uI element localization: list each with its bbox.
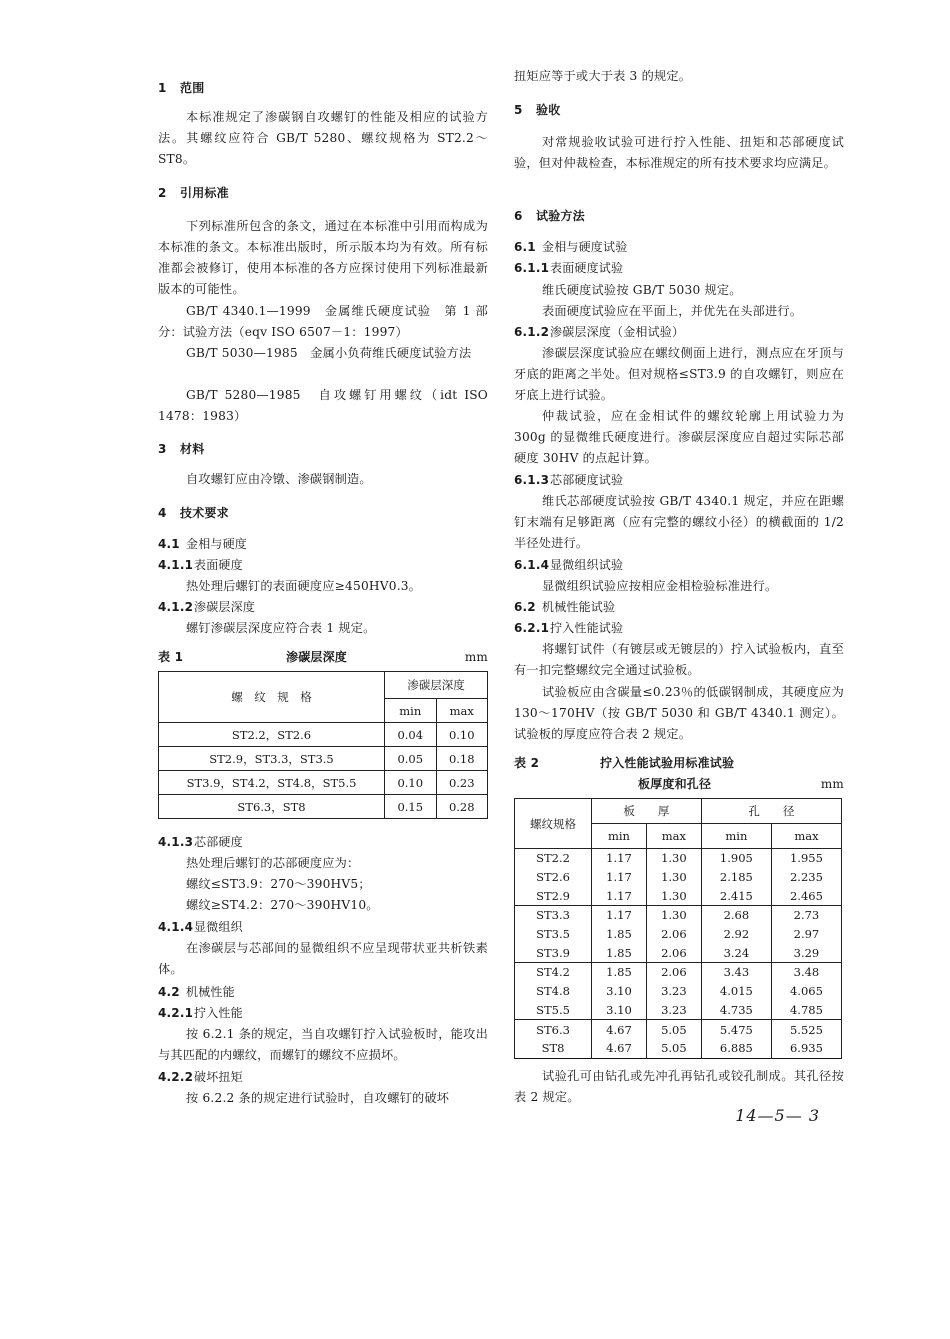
t2-header-spec: 螺纹规格 [515, 799, 592, 849]
table-1-caption [158, 647, 488, 668]
table-row [515, 868, 842, 887]
surface-hardness-paragraph: 热处理后螺钉的表面硬度应≥450HV0.3。 [186, 579, 422, 593]
table-row [515, 1001, 842, 1020]
table-cell: ST2.2 [515, 849, 592, 868]
table-cell: ST3.9，ST4.2，ST4.8，ST5.5 [159, 771, 385, 795]
heading-6-1-3: 6.1.3芯部硬度试验 [514, 473, 624, 487]
table-cell: 1.85 [592, 925, 647, 944]
table-cell: 3.10 [592, 1001, 647, 1020]
heading-6-1-1: 6.1.1表面硬度试验 [514, 261, 624, 275]
table-cell: ST3.5 [515, 925, 592, 944]
table-cell: 0.15 [385, 795, 437, 819]
t2-header-thick-max: max [646, 824, 701, 849]
heading-scope: 1 范围 [158, 81, 205, 95]
table-cell: 4.065 [771, 982, 841, 1001]
table-cell: 2.68 [701, 906, 771, 925]
depth-test-p1: 渗碳层深度试验应在螺纹侧面上进行，测点应在牙顶与牙底的距离之半处。但对规格≤ST3.9 的自攻螺钉，则应在牙底上进行试验。 [514, 346, 844, 402]
table-cell: 5.475 [701, 1020, 771, 1039]
table-row [515, 982, 842, 1001]
table-row [515, 849, 842, 868]
table-cell: 4.67 [592, 1020, 647, 1039]
t2-header-hole-max: max [771, 824, 841, 849]
table-cell: 1.85 [592, 943, 647, 962]
table-cell: ST5.5 [515, 1001, 592, 1020]
table-2-unit: mm [820, 777, 844, 791]
heading-4-1: 4.1 金相与硬度 [158, 537, 248, 551]
table-row [515, 906, 842, 925]
table-2-caption [514, 753, 844, 774]
t1-header-max: max [436, 699, 488, 723]
table-cell: ST6.3，ST8 [159, 795, 385, 819]
table-cell: 3.24 [701, 943, 771, 962]
heading-6-1-4: 6.1.4显微组织试验 [514, 558, 624, 572]
table-cell: 0.05 [385, 747, 437, 771]
table-row [515, 1020, 842, 1039]
table-2-title-line1: 拧入性能试验用标准试验 [600, 756, 735, 770]
table-cell: ST2.6 [515, 868, 592, 887]
table-cell: ST2.2，ST2.6 [159, 723, 385, 747]
reference-3: GB/T 5280—1985 自攻螺钉用螺纹（idt ISO 1478：1983） [158, 388, 488, 423]
table-cell: 2.92 [701, 925, 771, 944]
table-cell: 2.97 [771, 925, 841, 944]
table-cell: 6.885 [701, 1039, 771, 1058]
table-cell: 4.785 [771, 1001, 841, 1020]
reference-1: GB/T 4340.1—1999 金属维氏硬度试验 第 1 部分：试验方法（eqv ISO 6507－1：1997） [158, 304, 488, 339]
carburized-depth-paragraph: 螺钉渗碳层深度应符合表 1 规定。 [186, 621, 376, 635]
table-cell: 2.06 [646, 963, 701, 982]
table-cell: ST3.9 [515, 943, 592, 962]
t1-header-depth: 渗碳层深度 [385, 672, 488, 699]
table-1-body [159, 723, 488, 819]
table-cell: 2.465 [771, 886, 841, 905]
table-cell: 1.17 [592, 886, 647, 905]
table-cell: 0.04 [385, 723, 437, 747]
table-row [515, 1039, 842, 1058]
breaking-torque-paragraph: 按 6.2.2 条的规定进行试验时，自攻螺钉的破坏 [186, 1091, 450, 1105]
screwing-performance-paragraph: 按 6.2.1 条的规定，当自攻螺钉拧入试验板时，能攻出与其匹配的内螺纹，而螺钉的螺纹不应损坏。 [158, 1027, 488, 1062]
table-cell: 2.415 [701, 886, 771, 905]
t1-header-min: min [385, 699, 437, 723]
table-cell: 5.05 [646, 1039, 701, 1058]
microstructure-paragraph: 在渗碳层与芯部间的显微组织不应呈现带状亚共析铁素体。 [158, 941, 488, 976]
t2-header-hole-min: min [701, 824, 771, 849]
table-cell: 3.10 [592, 982, 647, 1001]
t2-header-hole: 孔 径 [701, 799, 841, 824]
table-2-label: 表 2 [514, 756, 540, 770]
table-2-title-line2: 板厚度和孔径 [638, 777, 712, 791]
references-paragraph: 下列标准所包含的条文，通过在本标准中引用而构成为本标准的条文。本标准出版时，所示版本均为有效。所有标准都会被修订，使用本标准的各方应探讨使用下列标准最新版本的可能性。 [158, 219, 488, 296]
heading-6-2-1: 6.2.1拧入性能试验 [514, 621, 624, 635]
scope-paragraph: 本标准规定了渗碳钢自攻螺钉的性能及相应的试验方法。其螺纹应符合 GB/T 5280、螺纹规格为 ST2.2～ST8。 [158, 110, 488, 166]
page-number: 14—5— 3 [735, 1106, 820, 1125]
table-cell: 5.05 [646, 1020, 701, 1039]
table-cell: 1.30 [646, 886, 701, 905]
table-2 [514, 798, 842, 1059]
table-1 [158, 671, 488, 819]
table-cell: 1.17 [592, 849, 647, 868]
heading-requirements: 4 技术要求 [158, 506, 229, 520]
table-cell: 2.06 [646, 943, 701, 962]
table-cell: 2.73 [771, 906, 841, 925]
table-row [515, 963, 842, 982]
heading-4-1-1: 4.1.1表面硬度 [158, 558, 243, 572]
table-cell: ST2.9 [515, 886, 592, 905]
heading-test-methods: 6 试验方法 [514, 209, 585, 223]
table-cell: 0.10 [385, 771, 437, 795]
table-cell: 5.525 [771, 1020, 841, 1039]
table-cell: 3.29 [771, 943, 841, 962]
heading-4-2-2: 4.2.2破坏扭矩 [158, 1070, 243, 1084]
table-cell: 3.23 [646, 982, 701, 1001]
table-cell: 1.17 [592, 868, 647, 887]
acceptance-paragraph: 对常规验收试验可进行拧入性能、扭矩和芯部硬度试验，但对仲裁检查，本标准规定的所有技术要求均应满足。 [514, 135, 844, 170]
micro-test-paragraph: 显微组织试验应按相应金相检验标准进行。 [542, 579, 778, 593]
table-row [515, 943, 842, 962]
table-row [159, 723, 488, 747]
t2-header-thick-min: min [592, 824, 647, 849]
table-cell: 2.06 [646, 925, 701, 944]
t1-header-spec: 螺 纹 规 格 [159, 672, 385, 723]
table-2-note: 试验孔可由钻孔或先冲孔再钻孔或铰孔制成。其孔径按表 2 规定。 [514, 1069, 844, 1104]
table-row [159, 771, 488, 795]
table-cell: 3.23 [646, 1001, 701, 1020]
heading-material: 3 材料 [158, 442, 205, 456]
core-test-paragraph: 维氏芯部硬度试验按 GB/T 4340.1 规定，并应在距螺钉末端有足够距离（应有完整的螺纹小径）的横截面的 1/2 半径处进行。 [514, 494, 844, 550]
core-hardness-p3: 螺纹≥ST4.2：270～390HV10。 [186, 898, 379, 912]
surface-test-p1: 维氏硬度试验按 GB/T 5030 规定。 [542, 283, 742, 297]
depth-test-p2: 仲裁试验，应在金相试件的螺纹轮廓上用试验力为 300g 的显微维氏硬度进行。渗碳层深度应自超过实际芯部硬度 30HV 的点起计算。 [514, 409, 844, 465]
table-row [515, 925, 842, 944]
surface-test-p2: 表面硬度试验应在平面上，并优先在头部进行。 [542, 304, 803, 318]
table-2-body [515, 849, 842, 1059]
screw-test-p2: 试验板应由含碳量≤0.23％的低碳钢制成，其硬度应为 130～170HV（按 GB/T 5030 和 GB/T 4340.1 测定）。试验板的厚度应符合表 2 规定。 [514, 685, 844, 741]
table-cell: 1.85 [592, 963, 647, 982]
table-cell: 2.235 [771, 868, 841, 887]
table-cell: 1.955 [771, 849, 841, 868]
screw-test-p1: 将螺钉试件（有镀层或无镀层的）拧入试验板内，直至有一扣完整螺纹完全通过试验板。 [514, 642, 844, 677]
table-1-unit: mm [464, 650, 488, 664]
material-paragraph: 自攻螺钉应由冷镦、渗碳钢制造。 [186, 472, 372, 486]
t2-header-thickness: 板 厚 [592, 799, 702, 824]
table-cell: ST4.8 [515, 982, 592, 1001]
table-cell: 1.905 [701, 849, 771, 868]
table-cell: 0.10 [436, 723, 488, 747]
heading-4-2: 4.2 机械性能 [158, 985, 235, 999]
table-cell: ST4.2 [515, 963, 592, 982]
table-cell: 6.935 [771, 1039, 841, 1058]
table-1-label: 表 1 [158, 650, 184, 664]
table-cell: 0.18 [436, 747, 488, 771]
heading-4-1-2: 4.1.2渗碳层深度 [158, 600, 256, 614]
table-cell: ST8 [515, 1039, 592, 1058]
heading-6-1: 6.1 金相与硬度试验 [514, 240, 628, 254]
core-hardness-p1: 热处理后螺钉的芯部硬度应为： [186, 856, 360, 870]
heading-acceptance: 5 验收 [514, 103, 561, 117]
table-cell: 1.30 [646, 849, 701, 868]
table-cell: ST6.3 [515, 1020, 592, 1039]
table-cell: 1.30 [646, 906, 701, 925]
heading-6-2: 6.2 机械性能试验 [514, 600, 616, 614]
heading-4-2-1: 4.2.1拧入性能 [158, 1006, 243, 1020]
heading-6-1-2: 6.1.2渗碳层深度（金相试验） [514, 325, 685, 339]
table-cell: 4.735 [701, 1001, 771, 1020]
table-row [159, 747, 488, 771]
table-1-title: 渗碳层深度 [286, 650, 348, 664]
table-cell: 3.48 [771, 963, 841, 982]
table-cell: ST3.3 [515, 906, 592, 925]
reference-2: GB/T 5030—1985 金属小负荷维氏硬度试验方法 [186, 346, 472, 360]
table-row [159, 795, 488, 819]
table-cell: 0.28 [436, 795, 488, 819]
table-cell: 4.015 [701, 982, 771, 1001]
table-row [515, 886, 842, 905]
heading-4-1-4: 4.1.4显微组织 [158, 920, 243, 934]
table-cell: 1.17 [592, 906, 647, 925]
table-cell: 2.185 [701, 868, 771, 887]
table-cell: 1.30 [646, 868, 701, 887]
heading-references: 2 引用标准 [158, 186, 229, 200]
core-hardness-p2: 螺纹≤ST3.9：270～390HV5； [186, 877, 371, 891]
table-cell: ST2.9，ST3.3，ST3.5 [159, 747, 385, 771]
table-cell: 3.43 [701, 963, 771, 982]
heading-4-1-3: 4.1.3芯部硬度 [158, 835, 243, 849]
table-cell: 0.23 [436, 771, 488, 795]
table-cell: 4.67 [592, 1039, 647, 1058]
continued-paragraph: 扭矩应等于或大于表 3 的规定。 [514, 69, 692, 83]
